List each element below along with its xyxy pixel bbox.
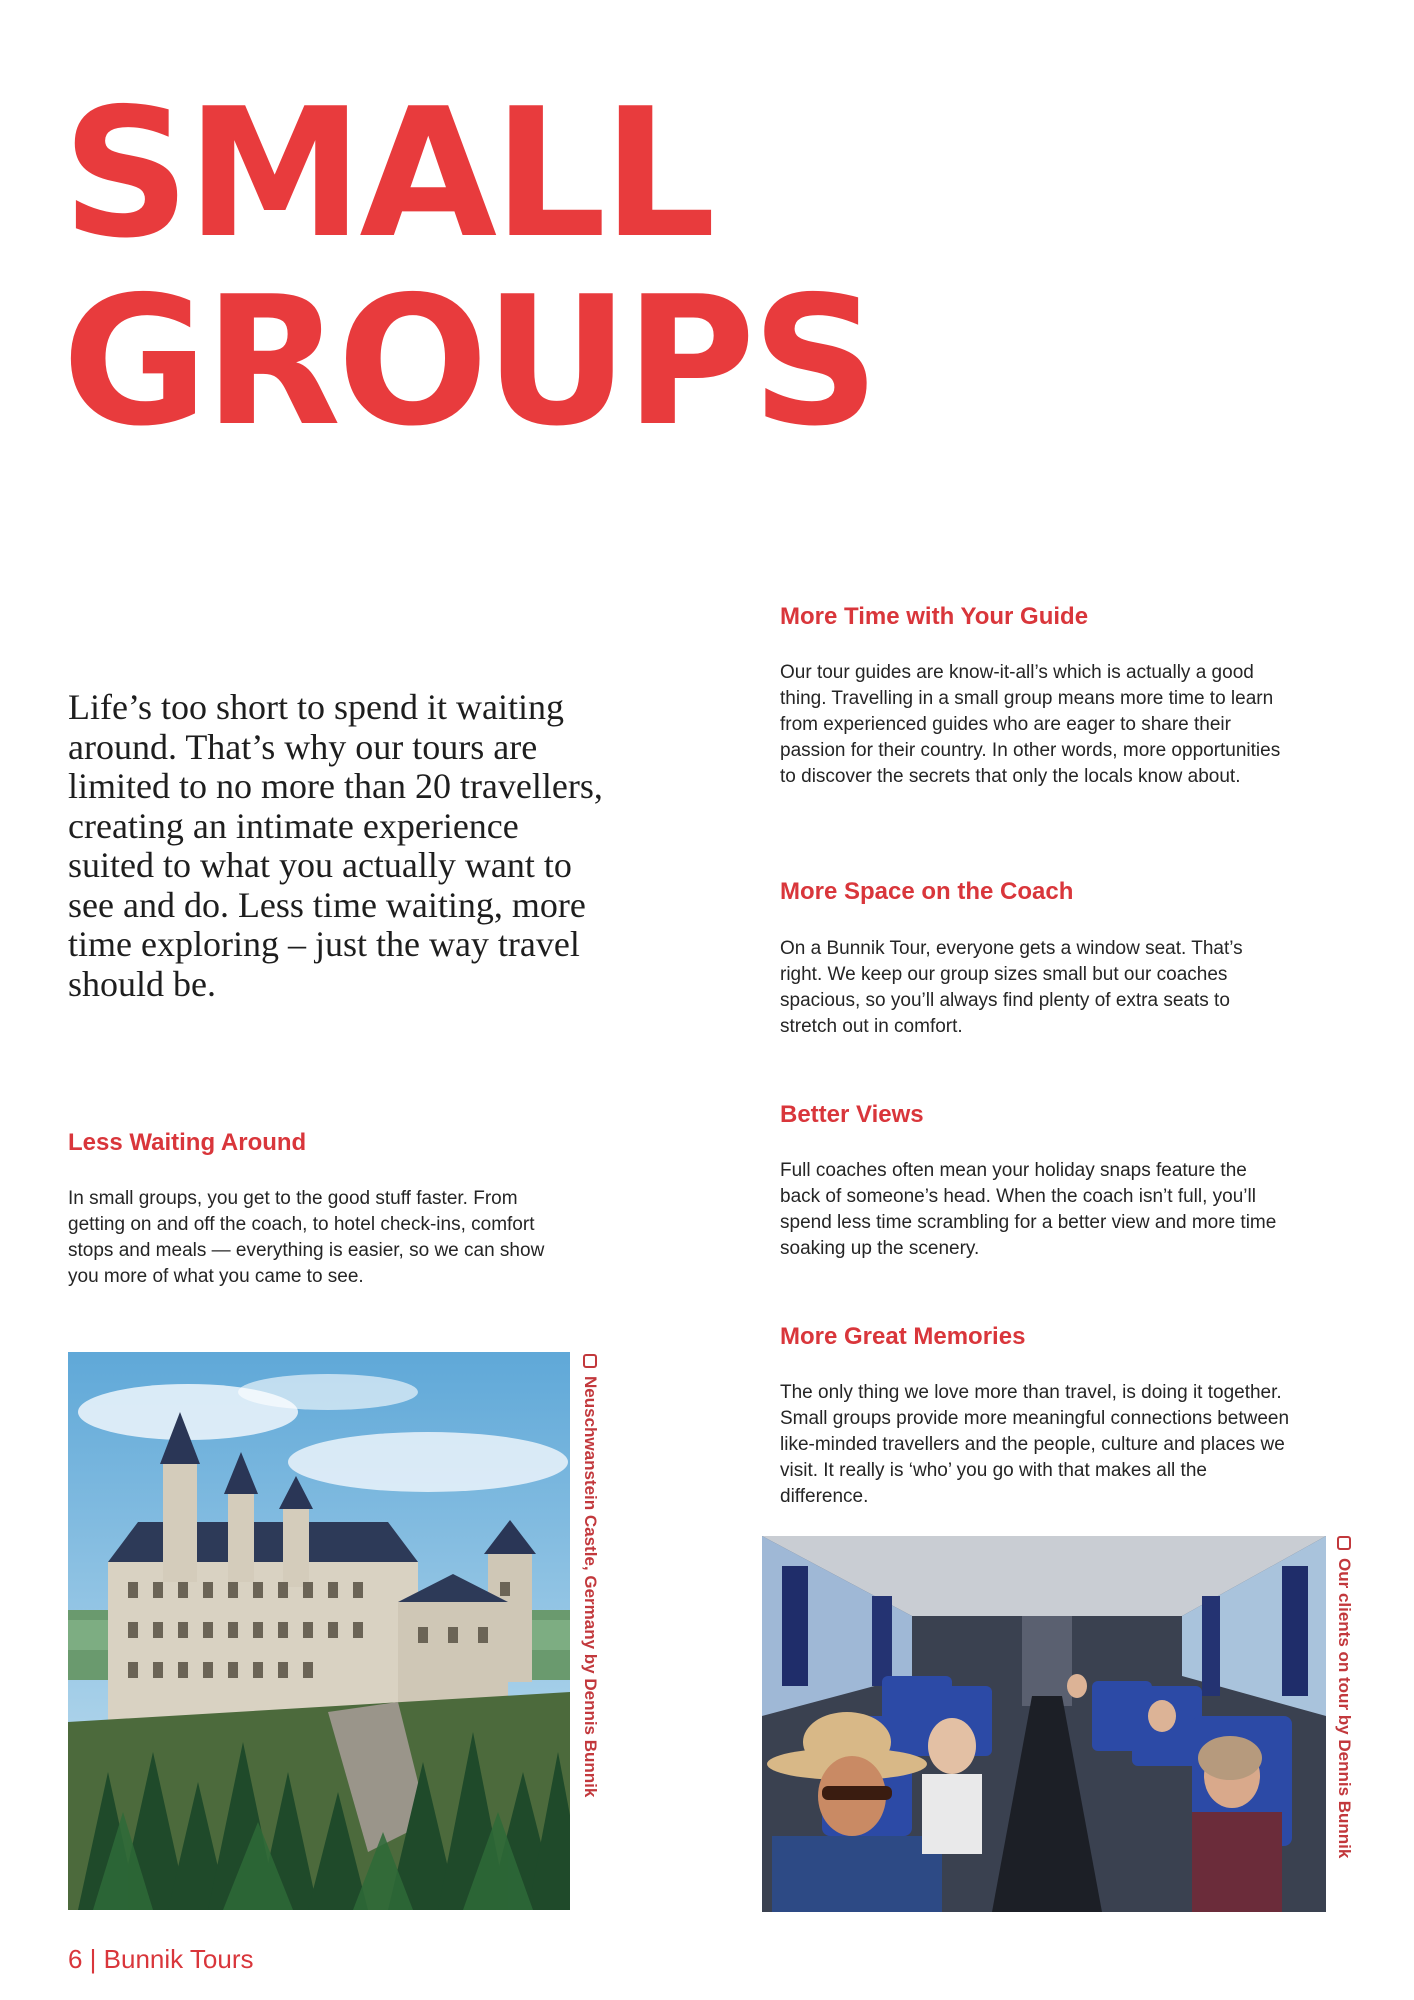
coach-photo-credit [1334, 1536, 1354, 1858]
heading-more-space: More Space on the Coach [780, 878, 1074, 905]
body-better-views: Full coaches often mean your holiday snaps feature the back of someone’s head. When the coach isn’t full, you’ll spend less time scrambling for a better view and more time soaking up the scenery. [780, 1160, 1277, 1259]
heading-better-views: Better Views [780, 1101, 924, 1128]
body-more-time-guide: Our tour guides are know-it-all’s which is actually a good thing. Travelling in a small group means more time to learn from experienced guides who are eager to share their passion for their country. In other words, more opportunities to discover the secrets that only the locals know about. [780, 662, 1281, 787]
heading-more-time-guide: More Time with Your Guide [780, 603, 1089, 630]
coach-photo [762, 1536, 1326, 1912]
body-great-memories: The only thing we love more than travel, is doing it together. Small groups provide more meaningful connections between like-minded travellers and the people, culture and places we visit. It really is ‘who’ you go with that makes all the difference. [780, 1382, 1290, 1507]
coach-illustration [762, 1536, 1326, 1912]
castle-photo-credit [580, 1354, 600, 1797]
castle-photo [68, 1352, 570, 1910]
camera-icon [1337, 1536, 1351, 1550]
coach-credit-text: Our clients on tour by Dennis Bunnik [1335, 1558, 1354, 1859]
castle-illustration [68, 1352, 570, 1910]
heading-less-waiting: Less Waiting Around [68, 1129, 307, 1156]
body-more-space: On a Bunnik Tour, everyone gets a window seat. That’s right. We keep our group sizes small but our coaches spacious, so you’ll always find plenty of extra seats to stretch out in comfort. [780, 938, 1243, 1037]
heading-great-memories: More Great Memories [780, 1323, 1026, 1350]
camera-icon [583, 1354, 597, 1368]
page-title [62, 70, 876, 465]
title-line-1: SMALL [62, 70, 712, 277]
title-line-2: GROUPS [62, 258, 876, 465]
intro-paragraph: Life’s too short to spend it waiting around. That’s why our tours are limited to no more than 20 travellers, creating an intimate experience suited to what you actually want to see and do. Less time waiting, more time exploring – just the way travel should be. [68, 687, 603, 1004]
body-less-waiting: In small groups, you get to the good stuff faster. From getting on and off the coach, to hotel check-ins, comfort stops and meals — everything is easier, so we can show you more of what you came to see. [68, 1188, 545, 1287]
castle-credit-text: Neuschwanstein Castle, Germany by Dennis Bunnik [581, 1376, 600, 1798]
page-footer: 6 | Bunnik Tours [68, 1944, 254, 1974]
